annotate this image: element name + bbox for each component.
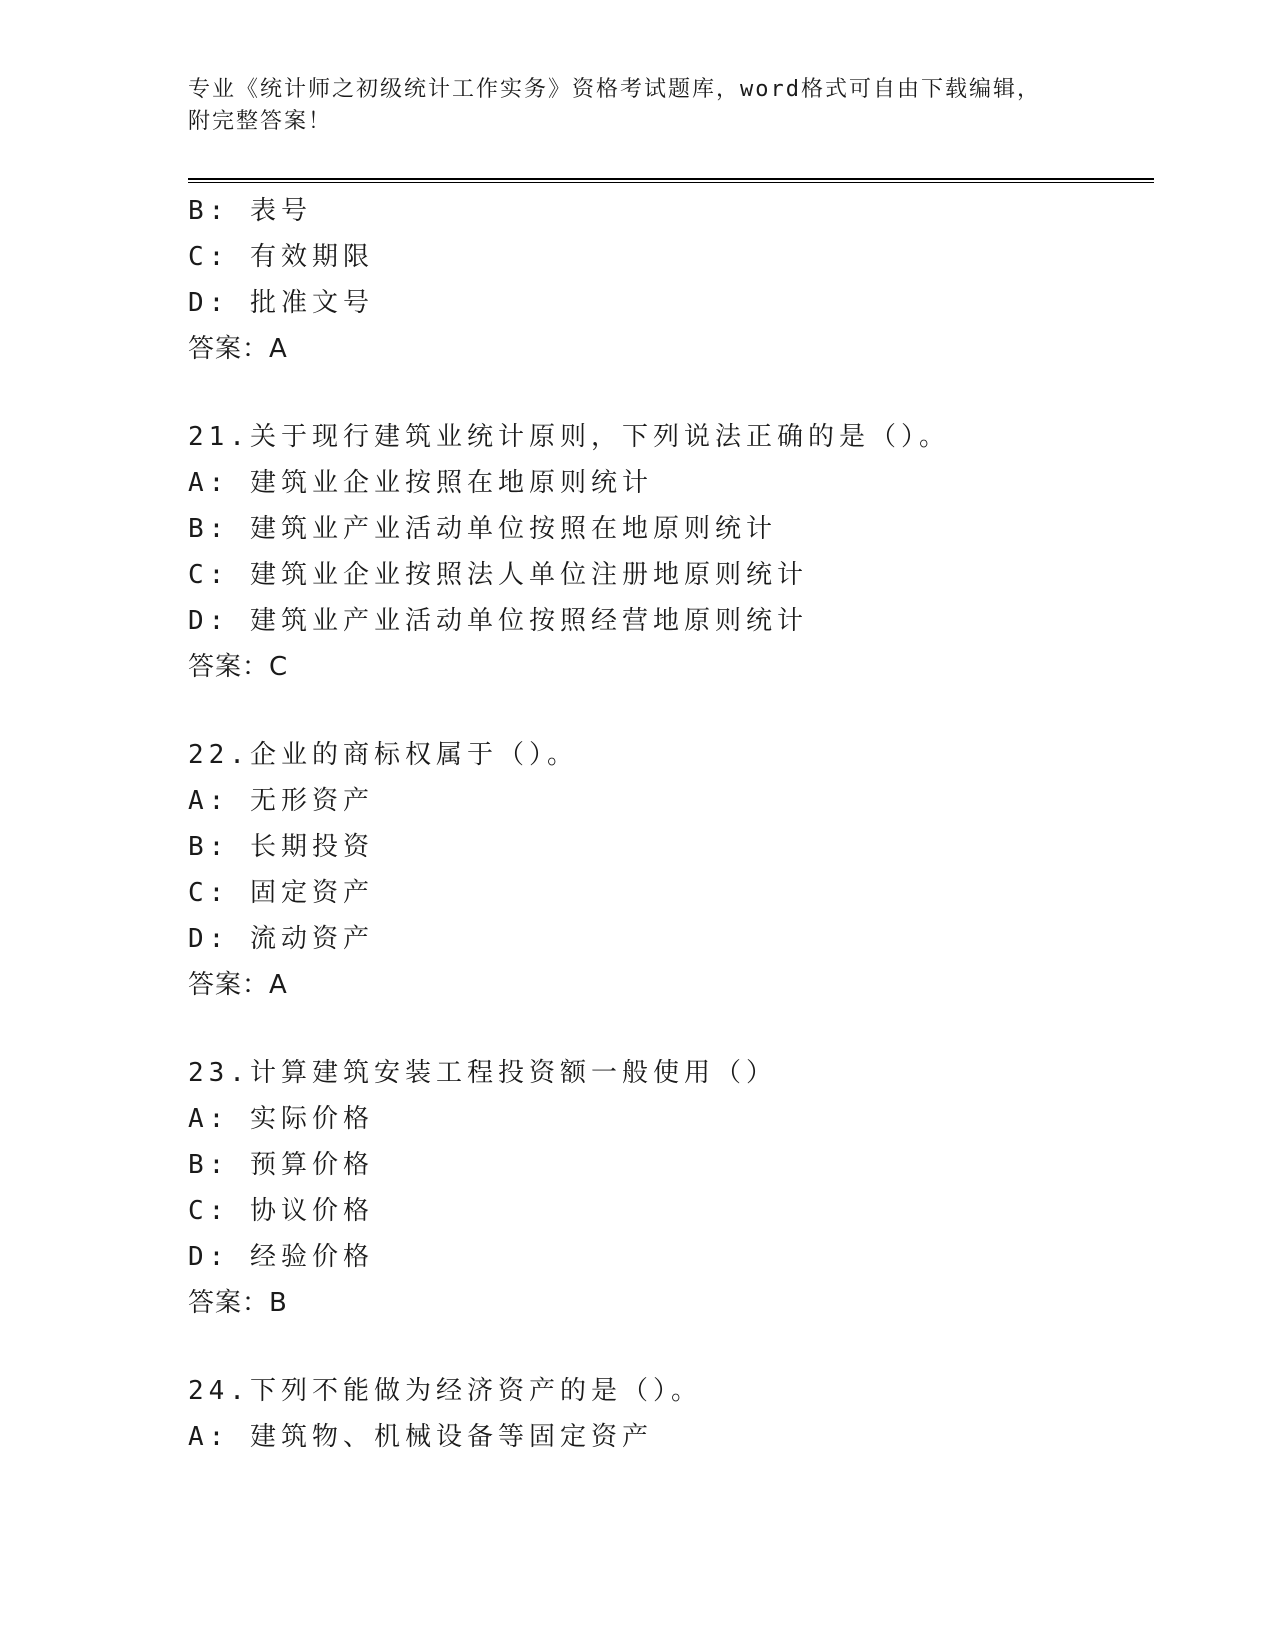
option-d: D: 经验价格	[188, 1242, 374, 1272]
document-header	[188, 74, 1088, 138]
option-c: C: 建筑业企业按照法人单位注册地原则统计	[188, 560, 808, 590]
header-divider-thin	[188, 182, 1154, 183]
answer-line: 答案：A	[188, 970, 288, 1000]
option-b: B: 建筑业产业活动单位按照在地原则统计	[188, 514, 777, 544]
question-stem: 21.关于现行建筑业统计原则，下列说法正确的是（）。	[188, 422, 950, 452]
option-a: A: 实际价格	[188, 1104, 374, 1134]
option-b: B: 预算价格	[188, 1150, 374, 1180]
header-line-1: 专业《统计师之初级统计工作实务》资格考试题库，word格式可自由下载编辑，	[188, 77, 1041, 102]
option-b: B: 表号	[188, 196, 312, 226]
option-c: C: 协议价格	[188, 1196, 374, 1226]
spacer	[188, 372, 1154, 414]
option-c: C: 固定资产	[188, 878, 374, 908]
header-line-2: 附完整答案！	[188, 109, 333, 134]
answer-line: 答案：B	[188, 1288, 288, 1318]
answer-line: 答案：A	[188, 334, 288, 364]
option-b: B: 长期投资	[188, 832, 374, 862]
question-stem: 22.企业的商标权属于（）。	[188, 740, 578, 770]
question-list	[188, 188, 1154, 1460]
question-stem: 24.下列不能做为经济资产的是（）。	[188, 1376, 702, 1406]
question-item	[188, 414, 1154, 690]
option-a: A: 建筑物、机械设备等固定资产	[188, 1422, 653, 1452]
question-stem: 23.计算建筑安装工程投资额一般使用（）	[188, 1058, 777, 1088]
answer-line: 答案：C	[188, 652, 289, 682]
header-divider-thick	[188, 178, 1154, 180]
option-d: D: 流动资产	[188, 924, 374, 954]
question-item	[188, 1050, 1154, 1326]
spacer	[188, 1008, 1154, 1050]
spacer	[188, 1326, 1154, 1368]
option-c: C: 有效期限	[188, 242, 374, 272]
question-fragment	[188, 188, 1154, 372]
spacer	[188, 690, 1154, 732]
option-d: D: 建筑业产业活动单位按照经营地原则统计	[188, 606, 808, 636]
option-d: D: 批准文号	[188, 288, 374, 318]
option-a: A: 无形资产	[188, 786, 374, 816]
question-item	[188, 1368, 1154, 1460]
option-a: A: 建筑业企业按照在地原则统计	[188, 468, 653, 498]
question-item	[188, 732, 1154, 1008]
